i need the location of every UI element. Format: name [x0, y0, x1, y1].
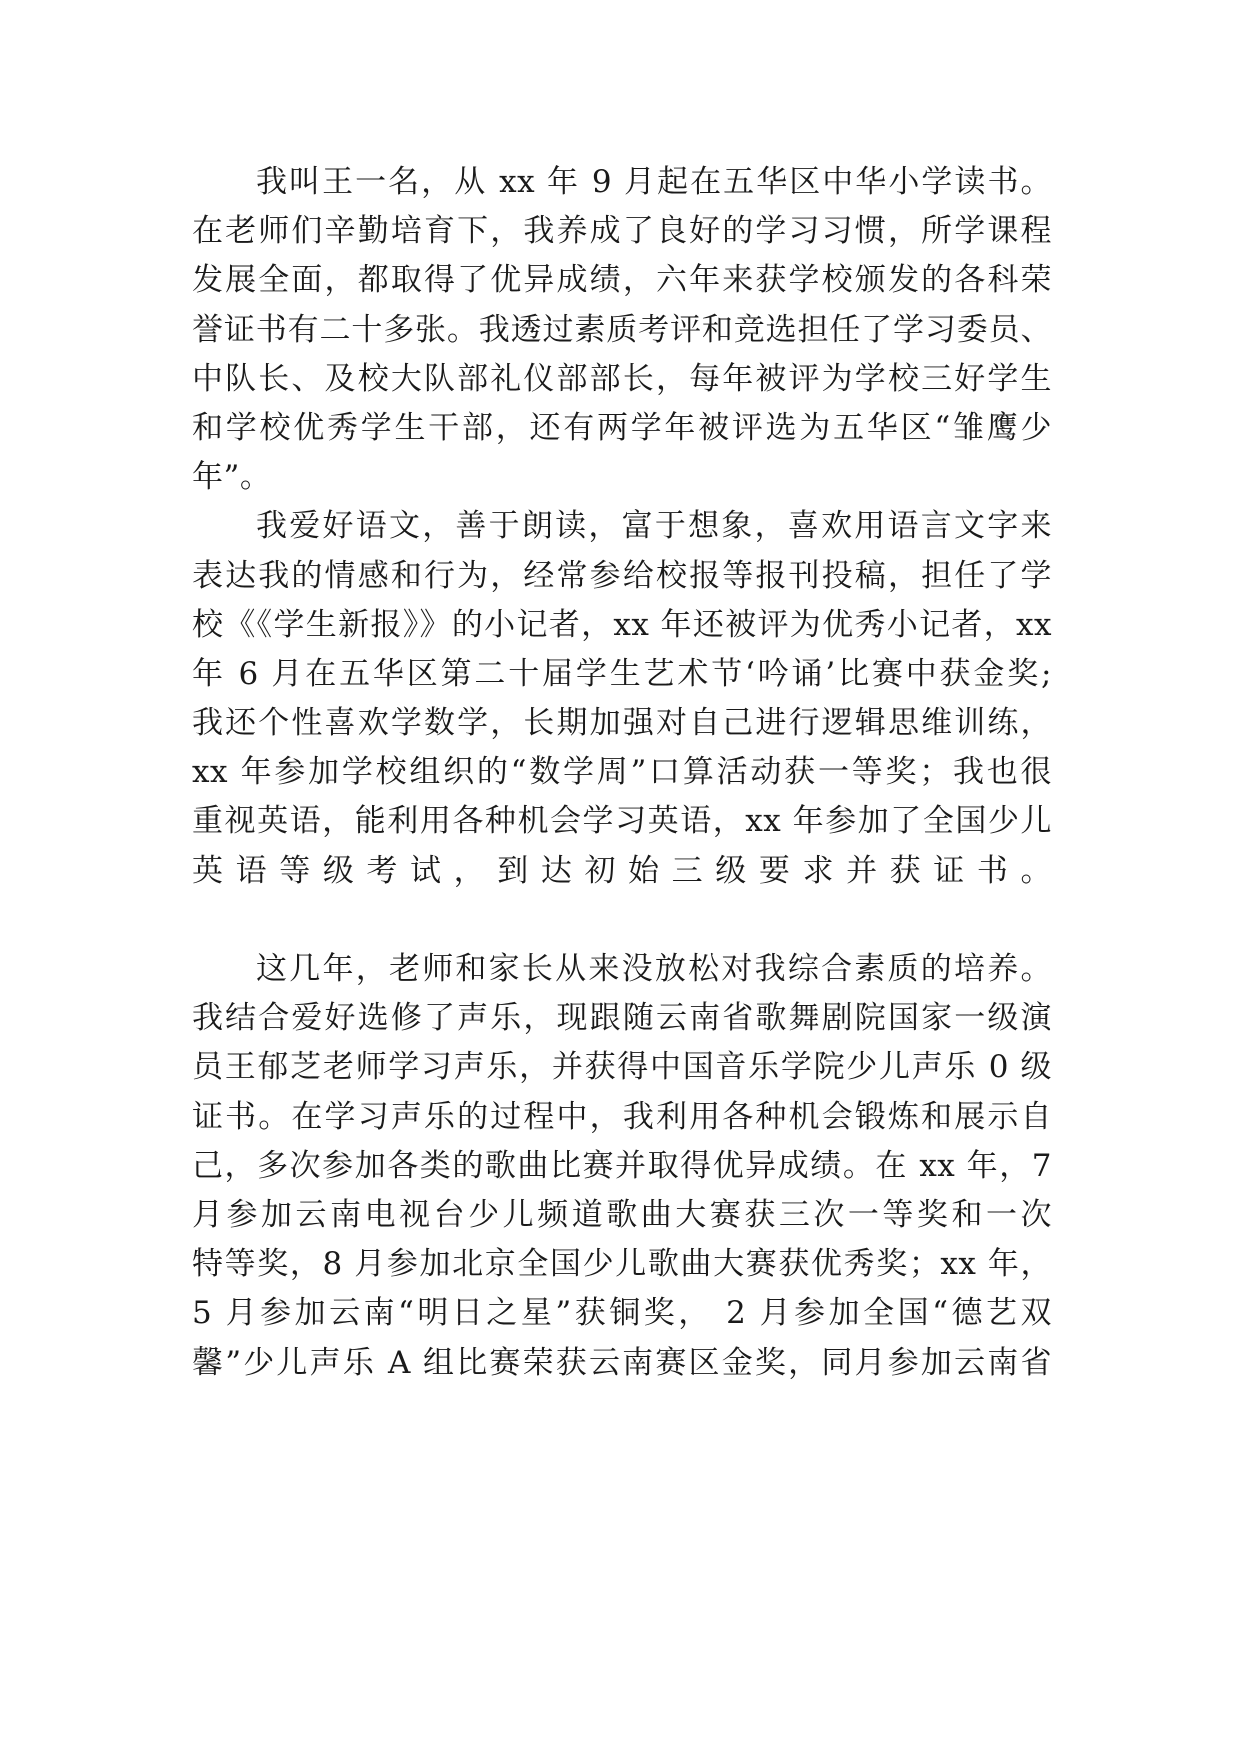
paragraph-line: xx 年参加学校组织的“数学周”口算活动获一等奖；我也很 [192, 754, 1052, 791]
paragraph-line: 我还个性喜欢学数学，长期加强对自己进行逻辑思维训练， [192, 705, 1052, 742]
paragraph-line: 中队长、及校大队部礼仪部部长，每年被评为学校三好学生 [192, 360, 1052, 397]
paragraph-2 [192, 502, 1052, 945]
paragraph-line: 重视英语，能利用各种机会学习英语，xx 年参加了全国少儿 [192, 803, 1052, 840]
paragraph-line: 誉证书有二十多张。我透过素质考评和竞选担任了学习委员、 [192, 311, 1052, 348]
paragraph-line: 证书。在学习声乐的过程中，我利用各种机会锻炼和展示自 [192, 1098, 1052, 1135]
paragraph-line: 和学校优秀学生干部，还有两学年被评选为五华区“雏鹰少 [192, 409, 1052, 446]
paragraph-line: 5 月参加云南“明日之星”获铜奖， 2 月参加全国“德艺双 [192, 1295, 1052, 1332]
paragraph-line: 校《《学生新报》》的小记者，xx 年还被评为优秀小记者，xx [192, 606, 1052, 643]
paragraph-line: 馨”少儿声乐 A 组比赛荣获云南赛区金奖，同月参加云南省 [192, 1344, 1052, 1381]
paragraph-line: 月参加云南电视台少儿频道歌曲大赛获三次一等奖和一次 [192, 1196, 1052, 1233]
document-body [192, 158, 1052, 1388]
paragraph-line: 员王郁芝老师学习声乐，并获得中国音乐学院少儿声乐 0 级 [192, 1049, 1052, 1086]
paragraph-line: 特等奖，8 月参加北京全国少儿歌曲大赛获优秀奖；xx 年， [192, 1246, 1052, 1283]
paragraph-3 [192, 945, 1052, 1388]
paragraph-line: 发展全面，都取得了优异成绩，六年来获学校颁发的各科荣 [192, 262, 1052, 299]
paragraph-line: 我爱好语文，善于朗读，富于想象，喜欢用语言文字来 [256, 508, 1052, 545]
paragraph-line: 英语等级考试，到达初始三级要求并获证书。 [192, 852, 1052, 889]
paragraph-line [192, 896, 1052, 945]
paragraph-line: 年 6 月在五华区第二十届学生艺术节‘吟诵’比赛中获金奖; [192, 655, 1052, 692]
paragraph-line: 我叫王一名，从 xx 年 9 月起在五华区中华小学读书。 [256, 164, 1052, 200]
paragraph-line: 这几年，老师和家长从来没放松对我综合素质的培养。 [256, 951, 1052, 987]
paragraph-line: 在老师们辛勤培育下，我养成了良好的学习习惯，所学课程 [192, 213, 1052, 250]
paragraph-line: 我结合爱好选修了声乐，现跟随云南省歌舞剧院国家一级演 [192, 1000, 1052, 1037]
paragraph-line: 年”。 [192, 459, 272, 496]
paragraph-line: 己，多次参加各类的歌曲比赛并取得优异成绩。在 xx 年，7 [192, 1147, 1052, 1184]
paragraph-1 [192, 158, 1052, 502]
paragraph-line: 表达我的情感和行为，经常参给校报等报刊投稿，担任了学 [192, 557, 1052, 594]
